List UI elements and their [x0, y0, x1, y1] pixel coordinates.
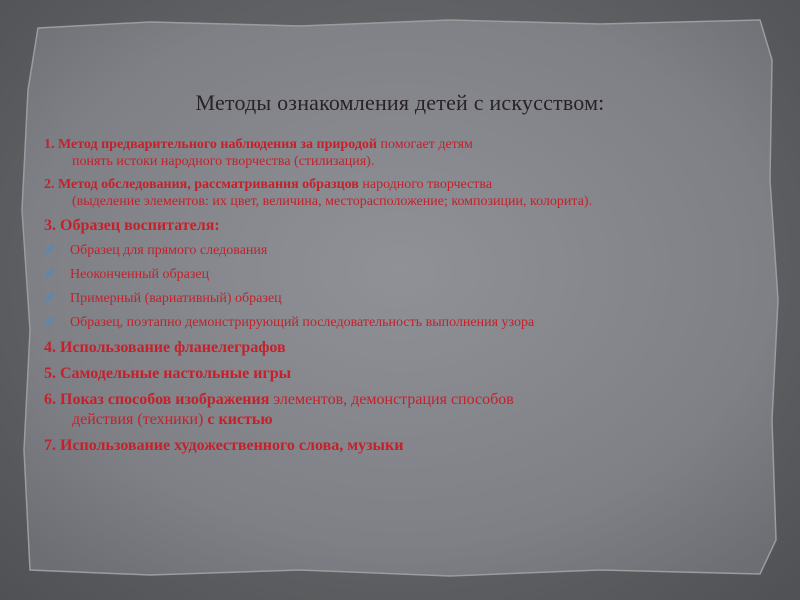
method-1-continuation: понять истоки народного творчества (стилизация). [72, 154, 375, 169]
method-2-text: народного творчества [358, 177, 493, 192]
method-4-heading: 4. Использование фланелеграфов [44, 339, 286, 356]
method-5-heading: 5. Самодельные настольные игры [44, 365, 292, 382]
sample-check-4 [44, 314, 764, 331]
checkmark-icon: ✔ [44, 267, 56, 282]
sample-check-2 [44, 266, 764, 283]
sample-check-3 [44, 290, 764, 307]
sample-check-text: Неоконченный образец [70, 267, 210, 282]
checkmark-icon: ✔ [44, 315, 56, 330]
method-6-continuation [44, 410, 764, 430]
method-item-6 [44, 390, 764, 430]
method-1-text: помогает детям [376, 137, 473, 152]
checkmark-icon: ✔ [44, 291, 56, 306]
slide-content [44, 136, 764, 462]
sample-check-text: Образец для прямого следования [70, 243, 268, 258]
method-2-continuation: (выделение элементов: их цвет, величина, месторасположение; композиции, колорита). [72, 194, 593, 209]
slide-title: Методы ознакомления детей с искусством: [195, 90, 605, 115]
sample-check-1 [44, 242, 764, 259]
method-3-heading: 3. Образец воспитателя: [44, 217, 220, 234]
method-7-heading: 7. Использование художественного слова, музыки [44, 437, 404, 454]
method-item-1 [44, 136, 764, 170]
method-item-3 [44, 216, 764, 236]
method-6-heading: 6. Показ способов изображения [44, 391, 270, 408]
sample-check-text: Примерный (вариативный) образец [70, 291, 282, 306]
sample-check-text: Образец, поэтапно демонстрирующий последовательность выполнения узора [70, 315, 535, 330]
method-6-cont-text: действия (техники) [72, 411, 208, 428]
method-item-5 [44, 364, 764, 384]
method-1-heading: 1. Метод предварительного наблюдения за природой [44, 137, 377, 152]
checkmark-icon: ✔ [44, 243, 56, 258]
method-6-text: элементов, демонстрация способов [269, 391, 514, 408]
method-item-4 [44, 338, 764, 358]
method-2-heading: 2. Метод обследования, рассматривания образцов [44, 177, 359, 192]
method-6-cont-bold: с кистью [207, 411, 273, 428]
method-item-2 [44, 176, 764, 210]
method-item-7 [44, 436, 764, 456]
